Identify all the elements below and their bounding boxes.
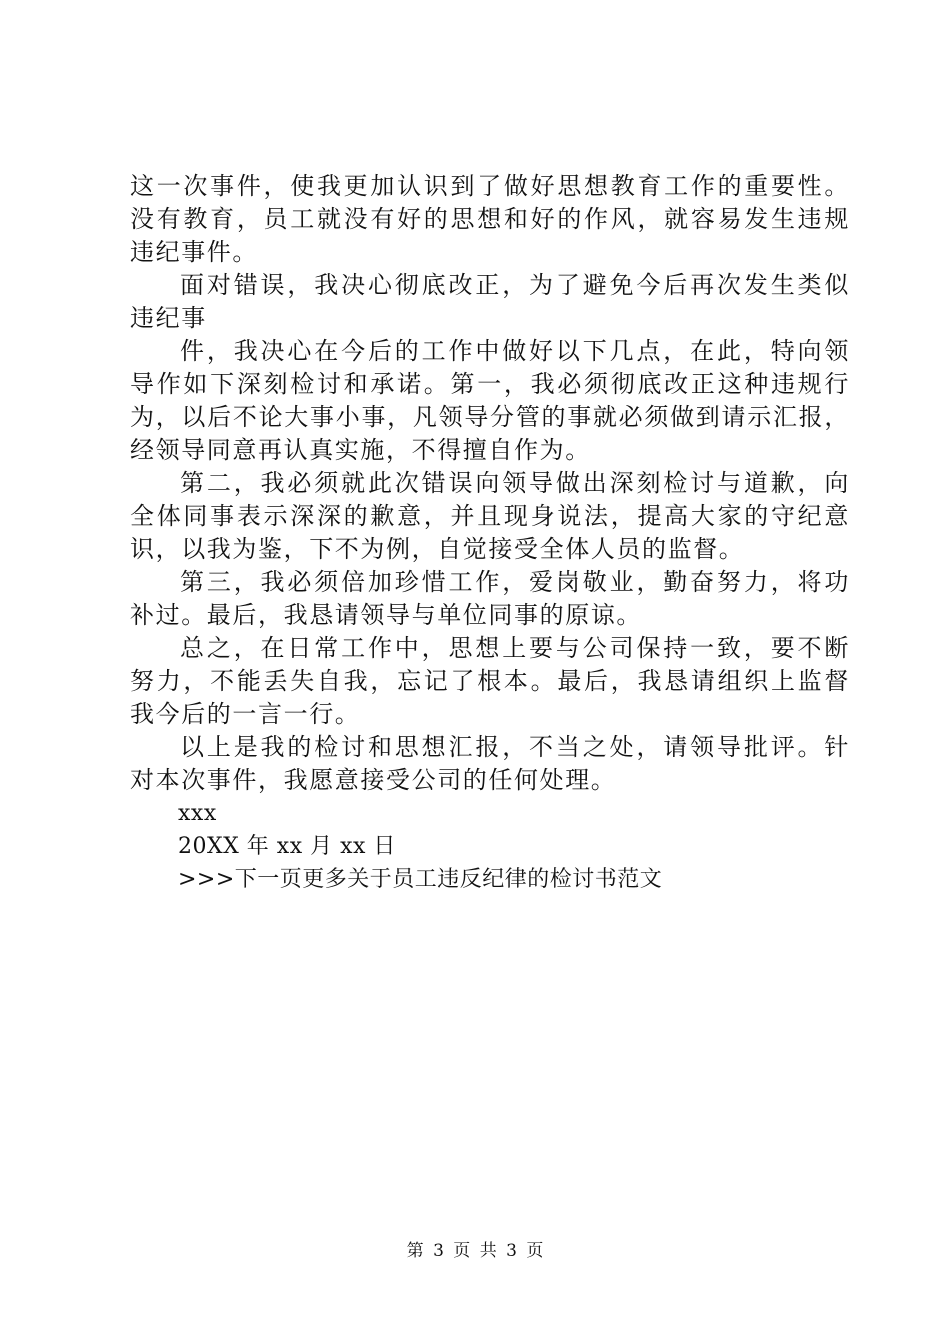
paragraph-line: 这一次事件，使我更加认识到了做好思想教育工作的重要性。 <box>130 172 850 200</box>
paragraph-line: 我今后的一言一行。 <box>130 700 361 728</box>
paragraph-line: 对本次事件，我愿意接受公司的任何处理。 <box>130 766 617 794</box>
paragraph-line: 经领导同意再认真实施，不得擅自作为。 <box>130 436 591 464</box>
paragraph-line: 没有教育，员工就没有好的思想和好的作风，就容易发生违规 <box>130 205 850 233</box>
document-body <box>130 170 850 896</box>
paragraph-line: 识，以我为鉴，下不为例，自觉接受全体人员的监督。 <box>130 535 745 563</box>
date-line: 20XX 年 xx 月 xx 日 <box>178 834 396 859</box>
paragraph-line: 第三，我必须倍加珍惜工作，爱岗敬业，勤奋努力，将功 <box>180 568 850 596</box>
paragraph-line: 导作如下深刻检讨和承诺。第一，我必须彻底改正这种违规行 <box>130 370 850 398</box>
paragraph-line: 面对错误，我决心彻底改正，为了避免今后再次发生类似 <box>180 271 850 299</box>
paragraph-line: 违纪事 <box>130 304 207 332</box>
paragraph-line: 件，我决心在今后的工作中做好以下几点，在此，特向领 <box>180 337 850 365</box>
next-page-link[interactable]: >>>下一页更多关于员工违反纪律的检讨书范文 <box>178 867 663 892</box>
paragraph-line: 为，以后不论大事小事，凡领导分管的事就必须做到请示汇报， <box>130 403 850 431</box>
paragraph-line: 全体同事表示深深的歉意，并且现身说法，提高大家的守纪意 <box>130 502 850 530</box>
paragraph-line: 违纪事件。 <box>130 238 258 266</box>
paragraph-line: 努力，不能丢失自我，忘记了根本。最后，我恳请组织上监督 <box>130 667 850 695</box>
paragraph-line: 以上是我的检讨和思想汇报，不当之处，请领导批评。针 <box>180 733 850 761</box>
signature: xxx <box>178 801 217 826</box>
paragraph-line: 第二，我必须就此次错误向领导做出深刻检讨与道歉，向 <box>180 469 850 497</box>
paragraph-line: 补过。最后，我恳请领导与单位同事的原谅。 <box>130 601 642 629</box>
page-number-footer: 第 3 页 共 3 页 <box>406 1241 544 1261</box>
paragraph-line: 总之，在日常工作中，思想上要与公司保持一致，要不断 <box>180 634 850 662</box>
